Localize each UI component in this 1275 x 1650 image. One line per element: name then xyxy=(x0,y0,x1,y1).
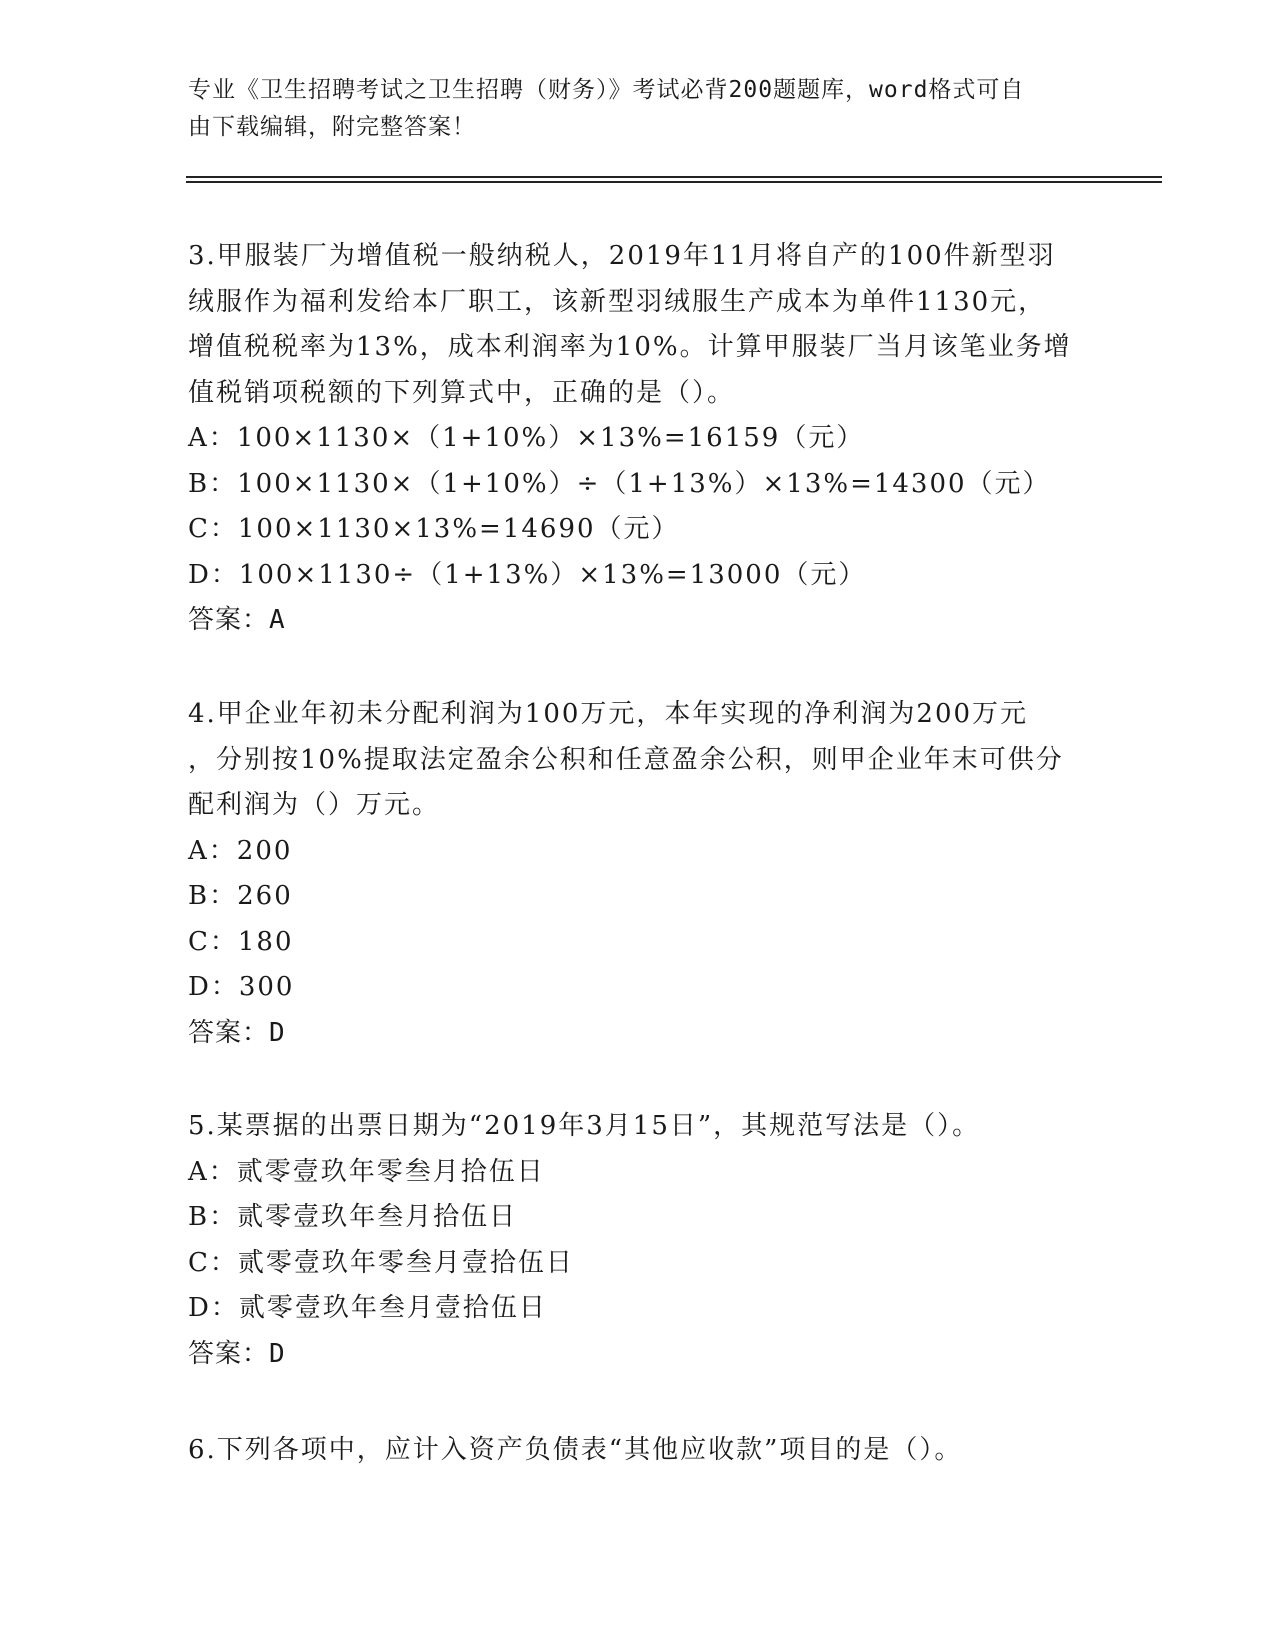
option-b: B：贰零壹玖年叁月拾伍日 xyxy=(188,1202,518,1232)
stem-line: 配利润为（）万元。 xyxy=(188,790,441,820)
answer: 答案：D xyxy=(188,1017,286,1048)
stem-line: ，分别按10%提取法定盈余公积和任意盈余公积，则甲企业年末可供分 xyxy=(188,744,1064,775)
question-stem xyxy=(188,1104,1088,1150)
question-stem xyxy=(188,234,1088,416)
stem-line: 4.甲企业年初未分配利润为100万元，本年实现的净利润为200万元 xyxy=(188,699,1029,729)
option-a: A：200 xyxy=(188,835,293,866)
header-divider-top xyxy=(186,176,1162,178)
option-c: C：贰零壹玖年零叁月壹拾伍日 xyxy=(188,1247,574,1278)
option-b: B：260 xyxy=(188,881,293,911)
question-stem xyxy=(188,692,1088,829)
header-line-1: 专业《卫生招聘考试之卫生招聘（财务）》考试必背200题题库，word格式可自 xyxy=(188,77,1025,103)
stem-line: 5.某票据的出票日期为“2019年3月15日”，其规范写法是（）。 xyxy=(188,1111,981,1141)
answer: 答案：A xyxy=(188,605,286,635)
question-stem xyxy=(188,1428,1088,1474)
question-5 xyxy=(188,1104,1088,1377)
document-header xyxy=(188,72,1088,146)
option-d: D：贰零壹玖年叁月壹拾伍日 xyxy=(188,1293,547,1323)
stem-line: 绒服作为福利发给本厂职工，该新型羽绒服生产成本为单件1130元， xyxy=(188,286,1047,317)
option-d: D：100×1130÷（1+13%）×13%=13000（元） xyxy=(188,559,867,590)
question-6 xyxy=(188,1428,1088,1474)
question-3 xyxy=(188,234,1088,644)
stem-line: 6.下列各项中，应计入资产负债表“其他应收款”项目的是（）。 xyxy=(188,1435,963,1465)
option-a: A：贰零壹玖年零叁月拾伍日 xyxy=(188,1156,545,1187)
option-c: C：100×1130×13%=14690（元） xyxy=(188,514,680,544)
header-line-2: 由下载编辑，附完整答案！ xyxy=(188,114,476,140)
option-a: A：100×1130×（1+10%）×13%=16159（元） xyxy=(188,423,865,453)
option-c: C：180 xyxy=(188,926,294,957)
option-d: D：300 xyxy=(188,972,295,1002)
stem-line: 3.甲服装厂为增值税一般纳税人，2019年11月将自产的100件新型羽 xyxy=(188,241,1056,271)
question-4 xyxy=(188,692,1088,1056)
stem-line: 增值税税率为13%，成本利润率为10%。计算甲服装厂当月该笔业务增 xyxy=(188,332,1072,362)
option-b: B：100×1130×（1+10%）÷（1+13%）×13%=14300（元） xyxy=(188,468,1051,499)
answer: 答案：D xyxy=(188,1338,286,1369)
stem-line: 值税销项税额的下列算式中，正确的是（）。 xyxy=(188,377,736,408)
header-divider-bottom xyxy=(186,181,1162,183)
